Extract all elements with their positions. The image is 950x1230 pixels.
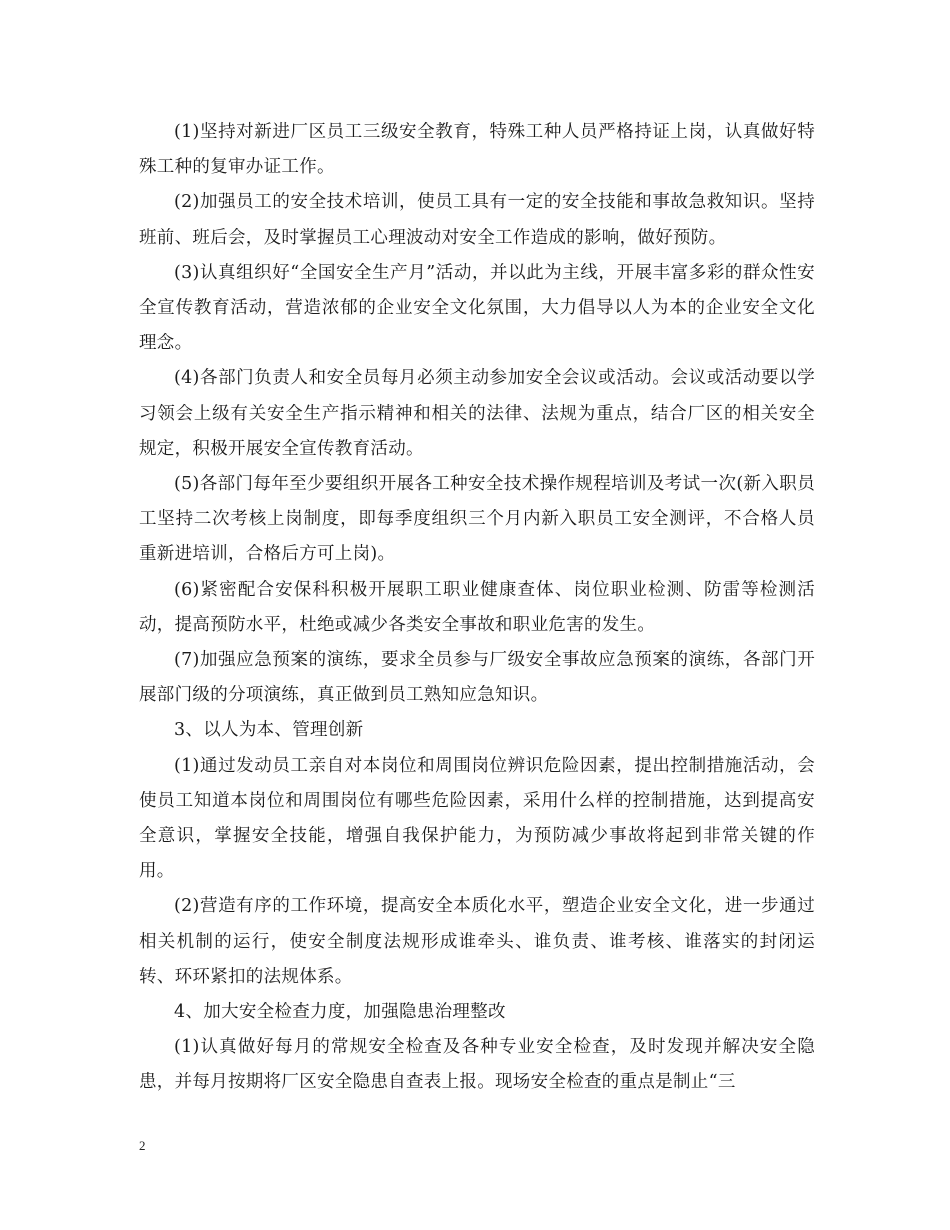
- paragraph-3: (3)认真组织好“全国安全生产月”活动，并以此为主线，开展丰富多彩的群众性安全宣传教育活动，营造浓郁的企业安全文化氛围，大力倡导以人为本的企业安全文化理念。: [139, 262, 815, 354]
- paragraph-5: (5)各部门每年至少要组织开展各工种安全技术操作规程培训及考试一次(新入职员工坚持二次考核上岗制度，即每季度组织三个月内新入职员工安全测评，不合格人员重新进培训，合格后方可上岗)。: [139, 474, 815, 565]
- paragraph-2: (2)加强员工的安全技术培训，使员工具有一定的安全技能和事故急救知识。坚持班前、班后会，及时掌握员工心理波动对安全工作造成的影响，做好预防。: [139, 192, 815, 248]
- section-heading-4: 4、加大安全检查力度，加强隐患治理整改: [174, 1002, 506, 1023]
- paragraph-12: (1)认真做好每月的常规安全检查及各种专业安全检查，及时发现并解决安全隐患，并每月按期将厂区安全隐患自查表上报。现场安全检查的重点是制止“三: [139, 1037, 815, 1093]
- section-heading-3: 3、以人为本、管理创新: [174, 720, 364, 741]
- paragraph-1: (1)坚持对新进厂区员工三级安全教育，特殊工种人员严格持证上岗，认真做好特殊工种的复审办证工作。: [139, 122, 815, 178]
- paragraph-7: (7)加强应急预案的演练，要求全员参与厂级安全事故应急预案的演练，各部门开展部门级的分项演练，真正做到员工熟知应急知识。: [139, 650, 815, 706]
- page-number: 2: [139, 1138, 146, 1153]
- paragraph-6: (6)紧密配合安保科积极开展职工职业健康查体、岗位职业检测、防雷等检测活动，提高预防水平，杜绝或减少各类安全事故和职业危害的发生。: [139, 579, 815, 635]
- paragraph-9: (1)通过发动员工亲自对本岗位和周围岗位辨识危险因素，提出控制措施活动，会使员工知道本岗位和周围岗位有哪些危险因素，采用什么样的控制措施，达到提高安全意识，掌握安全技能，增强自我保护能力，为预防减少事故将起到非常关键的作用。: [139, 755, 815, 882]
- document-body: [139, 115, 815, 1101]
- paragraph-10: (2)营造有序的工作环境，提高安全本质化水平，塑造企业安全文化，进一步通过相关机制的运行，使安全制度法规形成谁牵头、谁负责、谁考核、谁落实的封闭运转、环环紧扣的法规体系。: [139, 896, 815, 987]
- paragraph-4: (4)各部门负责人和安全员每月必须主动参加安全会议或活动。会议或活动要以学习领会上级有关安全生产指示精神和相关的法律、法规为重点，结合厂区的相关安全规定，积极开展安全宣传教育活动。: [139, 368, 815, 459]
